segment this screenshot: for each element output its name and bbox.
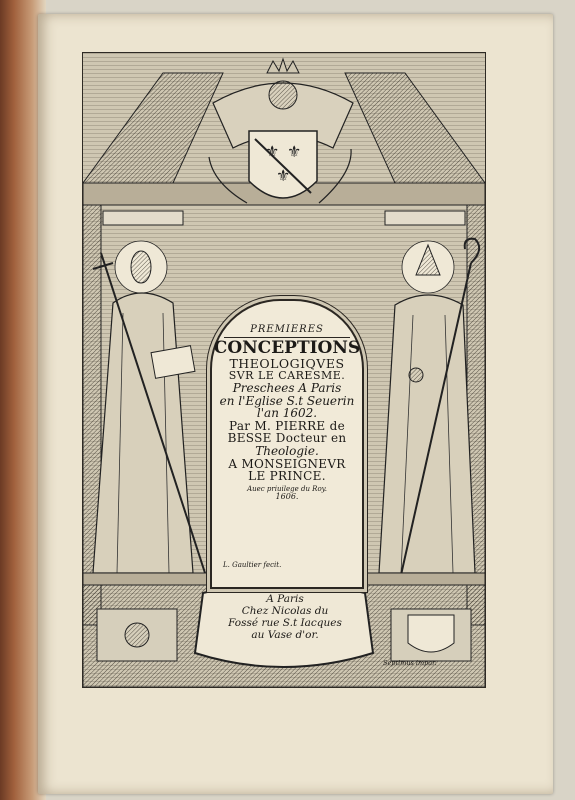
right-base-shield xyxy=(408,615,454,652)
publication-year: 1606. xyxy=(275,492,299,502)
title-cartouche xyxy=(210,299,364,589)
imprint-text xyxy=(211,593,359,663)
svg-text:⚜: ⚜ xyxy=(287,142,302,161)
imprint-line-1: A Paris xyxy=(266,593,304,605)
title-line-preschees: Preschees A Paris xyxy=(232,381,342,396)
svg-text:⚜: ⚜ xyxy=(265,142,280,161)
title-line-theologiques: THEOLOGIQVES xyxy=(229,356,345,372)
engraver-signature: L. Gaultier fecit. xyxy=(223,561,282,569)
title-line-eglise: en l'Eglise S.t Seuerin xyxy=(219,393,355,408)
heraldic-inscription: Septimus impar. xyxy=(383,659,437,667)
title-line-premieres: PREMIERES xyxy=(250,324,324,335)
title-line-date: l'an 1602. xyxy=(256,406,318,421)
title-line-author-2: BESSE Docteur en xyxy=(227,431,347,446)
privilege-line: Auec priuilege du Roy. xyxy=(247,484,327,493)
title-line-caresme: SVR LE CARESME. xyxy=(228,369,346,383)
title-line-dedication: A MONSEIGNEVR xyxy=(228,456,346,471)
imprint-line-3: Fossé rue S.t Iacques xyxy=(228,617,342,630)
svg-text:⚜: ⚜ xyxy=(276,166,291,185)
title-line-author: Par M. PIERRE de xyxy=(229,418,345,433)
title-line-conceptions: CONCEPTIONS xyxy=(213,337,361,358)
title-line-theologie: Theologie. xyxy=(255,443,319,458)
left-base-emblem xyxy=(125,623,149,647)
engraved-title-plate xyxy=(82,52,486,688)
title-line-prince: LE PRINCE. xyxy=(248,469,326,484)
imprint-line-2: Chez Nicolas du xyxy=(241,605,329,618)
imprint-line-4: au Vase d'or. xyxy=(251,629,319,642)
